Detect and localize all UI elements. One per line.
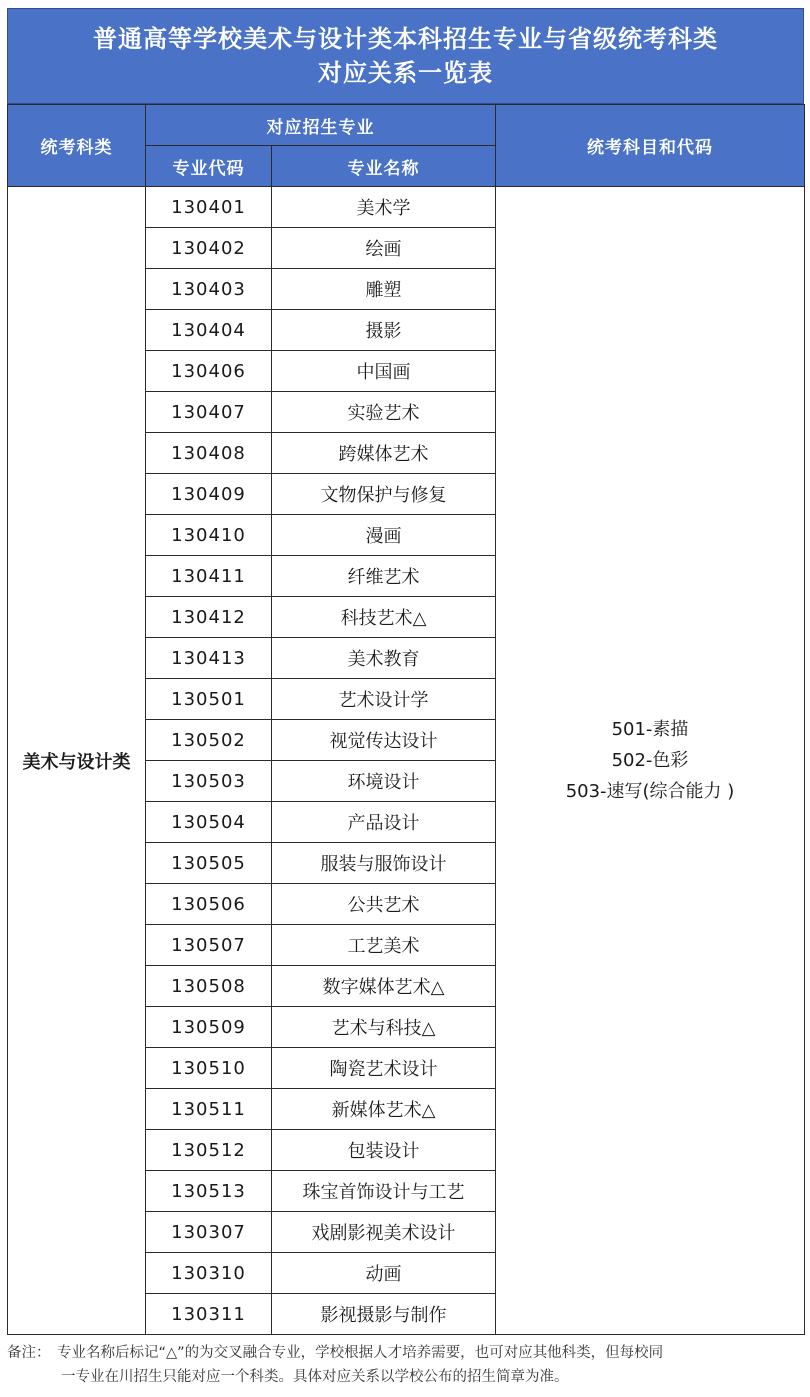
header-major-name: 专业名称 — [272, 146, 496, 187]
major-code-cell: 130508 — [146, 966, 272, 1007]
major-name-cell: 纤维艺术 — [272, 556, 496, 597]
major-name-cell: 影视摄影与制作 — [272, 1294, 496, 1335]
subject-item: 501-素描 — [611, 719, 689, 740]
table-row — [8, 187, 805, 228]
major-code-cell: 130407 — [146, 392, 272, 433]
footnote-label: 备注： — [7, 1345, 51, 1361]
major-name-cell: 美术教育 — [272, 638, 496, 679]
title-line-2: 对应关系一览表 — [318, 59, 493, 87]
major-code-cell: 130409 — [146, 474, 272, 515]
page-title — [7, 8, 804, 104]
title-line-1: 普通高等学校美术与设计类本科招生专业与省级统考科类 — [93, 25, 718, 53]
major-code-cell: 130401 — [146, 187, 272, 228]
major-code-cell: 130410 — [146, 515, 272, 556]
major-name-cell: 科技艺术△ — [272, 597, 496, 638]
major-name-cell: 珠宝首饰设计与工艺 — [272, 1171, 496, 1212]
header-category: 统考科类 — [8, 105, 146, 187]
table-body — [8, 187, 805, 1335]
major-code-cell: 130403 — [146, 269, 272, 310]
major-code-cell: 130311 — [146, 1294, 272, 1335]
major-code-cell: 130310 — [146, 1253, 272, 1294]
major-name-cell: 公共艺术 — [272, 884, 496, 925]
major-code-cell: 130509 — [146, 1007, 272, 1048]
major-code-cell: 130502 — [146, 720, 272, 761]
major-name-cell: 美术学 — [272, 187, 496, 228]
major-name-cell: 动画 — [272, 1253, 496, 1294]
major-code-cell: 130408 — [146, 433, 272, 474]
category-cell: 美术与设计类 — [8, 187, 146, 1335]
major-code-cell: 130504 — [146, 802, 272, 843]
footnote-line-1: 专业名称后标记“△”的为交叉融合专业，学校根据人才培养需要，也可对应其他科类，但每校同 — [57, 1345, 664, 1361]
major-code-cell: 130511 — [146, 1089, 272, 1130]
major-code-cell: 130412 — [146, 597, 272, 638]
major-code-cell: 130505 — [146, 843, 272, 884]
header-subjects: 统考科目和代码 — [496, 105, 805, 187]
major-code-cell: 130503 — [146, 761, 272, 802]
major-name-cell: 产品设计 — [272, 802, 496, 843]
subject-item: 503-速写(综合能力 ) — [565, 781, 735, 802]
major-name-cell: 新媒体艺术△ — [272, 1089, 496, 1130]
major-code-cell: 130411 — [146, 556, 272, 597]
major-code-cell: 130402 — [146, 228, 272, 269]
major-name-cell: 包装设计 — [272, 1130, 496, 1171]
major-name-cell: 工艺美术 — [272, 925, 496, 966]
major-name-cell: 文物保护与修复 — [272, 474, 496, 515]
major-name-cell: 服装与服饰设计 — [272, 843, 496, 884]
major-code-cell: 130406 — [146, 351, 272, 392]
footnote-line-2: 一专业在川招生只能对应一个科类。具体对应关系以学校公布的招生简章为准。 — [61, 1369, 569, 1385]
major-name-cell: 环境设计 — [272, 761, 496, 802]
header-majors-group: 对应招生专业 — [146, 105, 496, 146]
major-name-cell: 艺术与科技△ — [272, 1007, 496, 1048]
major-name-cell: 绘画 — [272, 228, 496, 269]
major-name-cell: 数字媒体艺术△ — [272, 966, 496, 1007]
major-name-cell: 摄影 — [272, 310, 496, 351]
subjects-cell — [496, 187, 805, 1335]
major-code-cell: 130513 — [146, 1171, 272, 1212]
major-code-cell: 130506 — [146, 884, 272, 925]
major-code-cell: 130307 — [146, 1212, 272, 1253]
major-code-cell: 130501 — [146, 679, 272, 720]
major-code-cell: 130404 — [146, 310, 272, 351]
major-code-cell: 130512 — [146, 1130, 272, 1171]
major-name-cell: 中国画 — [272, 351, 496, 392]
major-name-cell: 跨媒体艺术 — [272, 433, 496, 474]
major-code-cell: 130510 — [146, 1048, 272, 1089]
major-name-cell: 戏剧影视美术设计 — [272, 1212, 496, 1253]
subject-item: 502-色彩 — [611, 750, 689, 771]
major-name-cell: 视觉传达设计 — [272, 720, 496, 761]
footnote — [7, 1341, 804, 1389]
major-name-cell: 陶瓷艺术设计 — [272, 1048, 496, 1089]
major-code-cell: 130413 — [146, 638, 272, 679]
major-name-cell: 艺术设计学 — [272, 679, 496, 720]
correspondence-table — [7, 104, 805, 1335]
major-name-cell: 漫画 — [272, 515, 496, 556]
major-name-cell: 雕塑 — [272, 269, 496, 310]
header-major-code: 专业代码 — [146, 146, 272, 187]
major-code-cell: 130507 — [146, 925, 272, 966]
major-name-cell: 实验艺术 — [272, 392, 496, 433]
